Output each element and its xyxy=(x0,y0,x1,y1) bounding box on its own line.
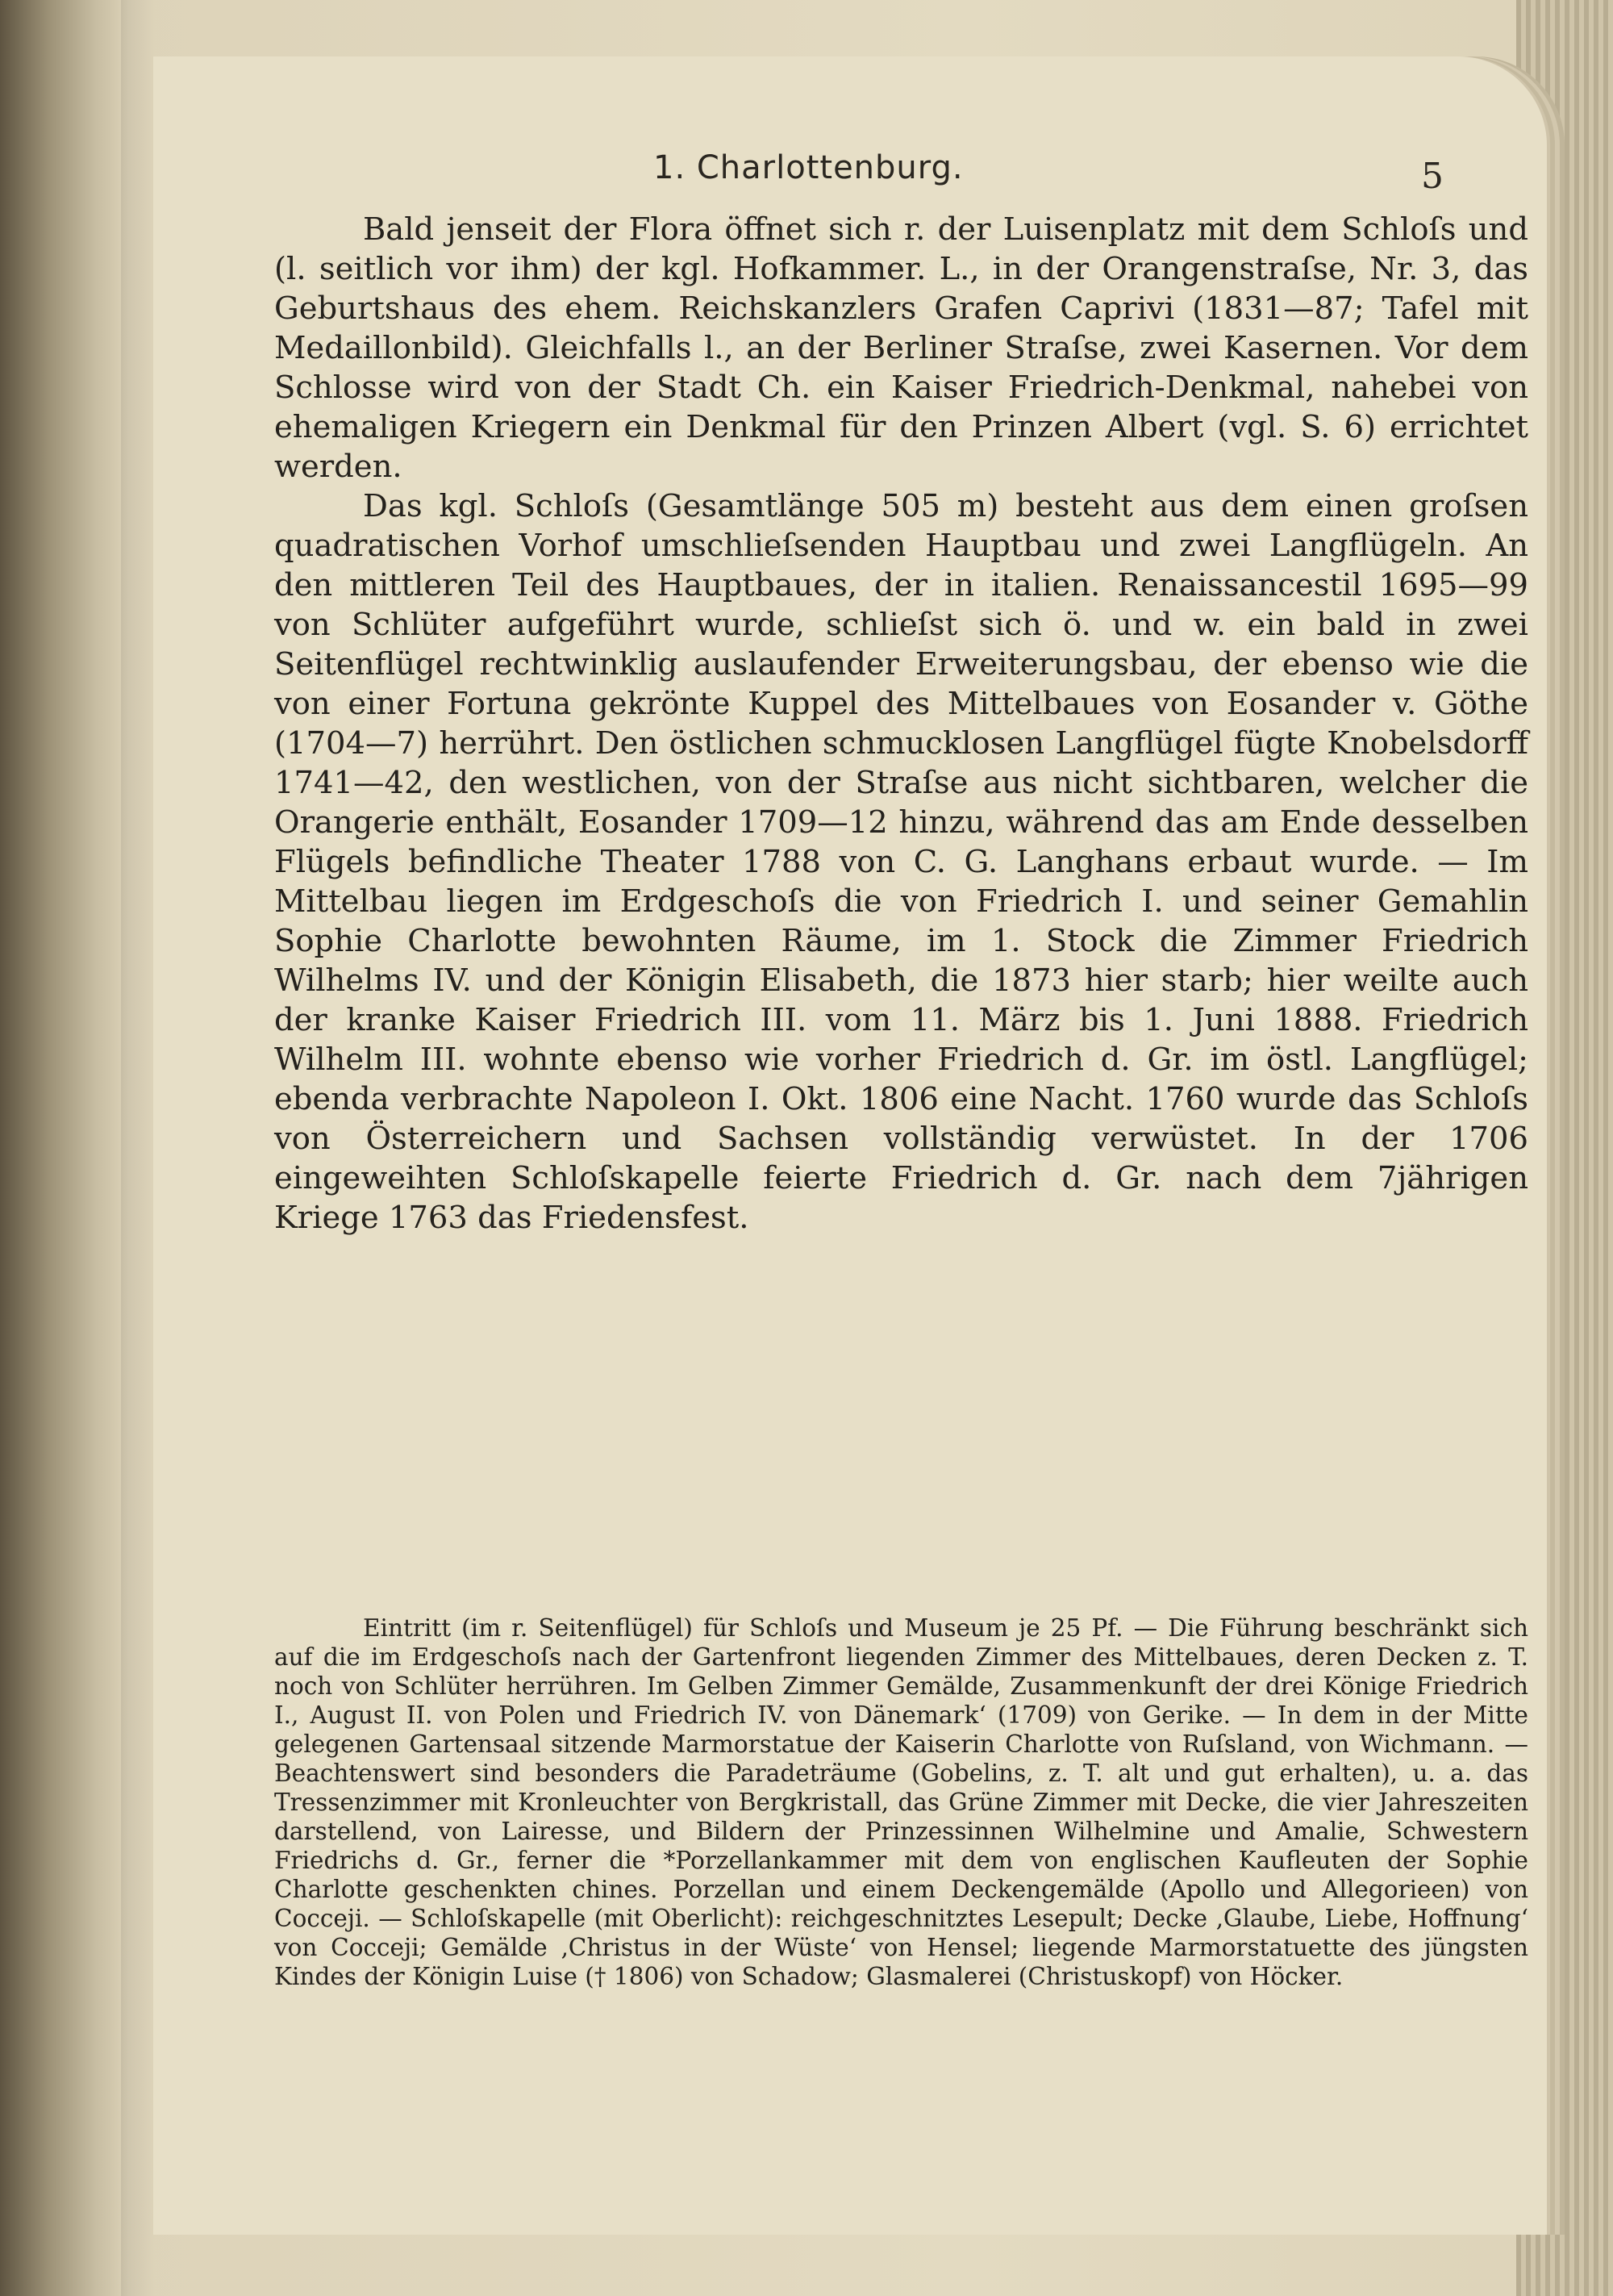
main-text xyxy=(274,210,1528,1238)
page-header xyxy=(153,149,1547,214)
fine-print-note xyxy=(274,1613,1528,1991)
paragraph-luisenplatz: Bald jenseit der Flora öffnet sich r. der Luisenplatz mit dem Schloſs und (l. seitlich vor ihm) der kgl. Hofkammer. L., in der Orangenstraſse, Nr. 3, das Geburtshaus des ehem. Reichskanzlers Grafen Caprivi (1831—87; Tafel mit Medaillonbild). Gleichfalls l., an der Berliner Straſse, zwei Kasernen. Vor dem Schlosse wird von der Stadt Ch. ein Kaiser Friedrich-Denkmal, nahebei von ehemaligen Kriegern ein Denkmal für den Prinzen Albert (vgl. S. 6) errichtet werden. xyxy=(274,211,1528,485)
page-left-shadow xyxy=(121,0,155,2296)
fine-print-paragraph: Eintritt (im r. Seitenflügel) für Schloſs und Museum je 25 Pf. — Die Führung beschränkt sich auf die im Erdgeschoſs nach der Gartenfront liegenden Zimmer des Mittelbaues, deren Decken z. T. noch von Schlüter herrühren. Im Gelben Zimmer Gemälde, Zusammenkunft der drei Könige Friedrich I., August II. von Polen und Friedrich IV. von Dänemark‘ (1709) von Gerike. — In dem in der Mitte gelegenen Gartensaal sitzende Marmorstatue der Kaiserin Charlotte von Ruſsland, von Wichmann. — Beachtenswert sind besonders die Paradeträume (Gobelins, z. T. alt und gut erhalten), u. a. das Tressenzimmer mit Kronleuchter von Bergkristall, das Grüne Zimmer mit Decke, die vier Jahreszeiten darstellend, von Lairesse, und Bildern der Prinzessinnen Wilhelmine und Amalie, Schwestern Friedrichs d. Gr., ferner die *Porzellankammer mit dem von englischen Kaufleuten der Sophie Charlotte geschenkten chines. Porzellan und einem Deckengemälde (Apollo und Allegorieen) von Cocceji. — Schloſskapelle (mit Oberlicht): reichgeschnitztes Lesepult; Decke ‚Glaube, Liebe, Hoffnung‘ von Cocceji; Gemälde ‚Christus in der Wüste‘ von Hensel; liegende Marmorstatuette des jüngsten Kindes der Königin Luise († 1806) von Schadow; Glasmalerei (Christuskopf) von Höcker. xyxy=(274,1614,1528,1990)
page-number: 5 xyxy=(1421,156,1444,197)
running-head: 1. Charlottenburg. xyxy=(653,149,964,186)
paragraph-schloss: Das kgl. Schloſs (Gesamtlänge 505 m) besteht aus dem einen groſsen quadratischen Vorhof umschlieſsenden Hauptbau und zwei Langflügeln. An den mittleren Teil des Hauptbaues, der in italien. Renaissancestil 1695—99 von Schlüter aufgeführt wurde, schlieſst sich ö. und w. ein bald in zwei Seitenflügel rechtwinklig auslaufender Erweiterungsbau, der ebenso wie die von einer Fortuna gekrönte Kuppel des Mittelbaues von Eosander v. Göthe (1704—7) herrührt. Den östlichen schmucklosen Langflügel fügte Knobelsdorff 1741—42, den westlichen, von der Straſse aus nicht sichtbaren, welcher die Orangerie enthält, Eosander 1709—12 hinzu, während das am Ende desselben Flügels befindliche Theater 1788 von C. G. Langhans erbaut wurde. — Im Mittelbau liegen im Erdgeschoſs die von Friedrich I. und seiner Gemahlin Sophie Charlotte bewohnten Räume, im 1. Stock die Zimmer Friedrich Wilhelms IV. und der Königin Elisabeth, die 1873 hier starb; hier weilte auch der kranke Kaiser Friedrich III. vom 11. März bis 1. Juni 1888. Friedrich Wilhelm III. wohnte ebenso wie vorher Friedrich d. Gr. im östl. Langflügel; ebenda verbrachte Napoleon I. Okt. 1806 eine Nacht. 1760 wurde das Schloſs von Österreichern und Sachsen vollständig verwüstet. In der 1706 eingeweihten Schloſskapelle feierte Friedrich d. Gr. nach dem 7jährigen Kriege 1763 das Friedensfest. xyxy=(274,488,1528,1236)
book-page xyxy=(153,56,1547,2235)
book-gutter xyxy=(0,0,129,2296)
